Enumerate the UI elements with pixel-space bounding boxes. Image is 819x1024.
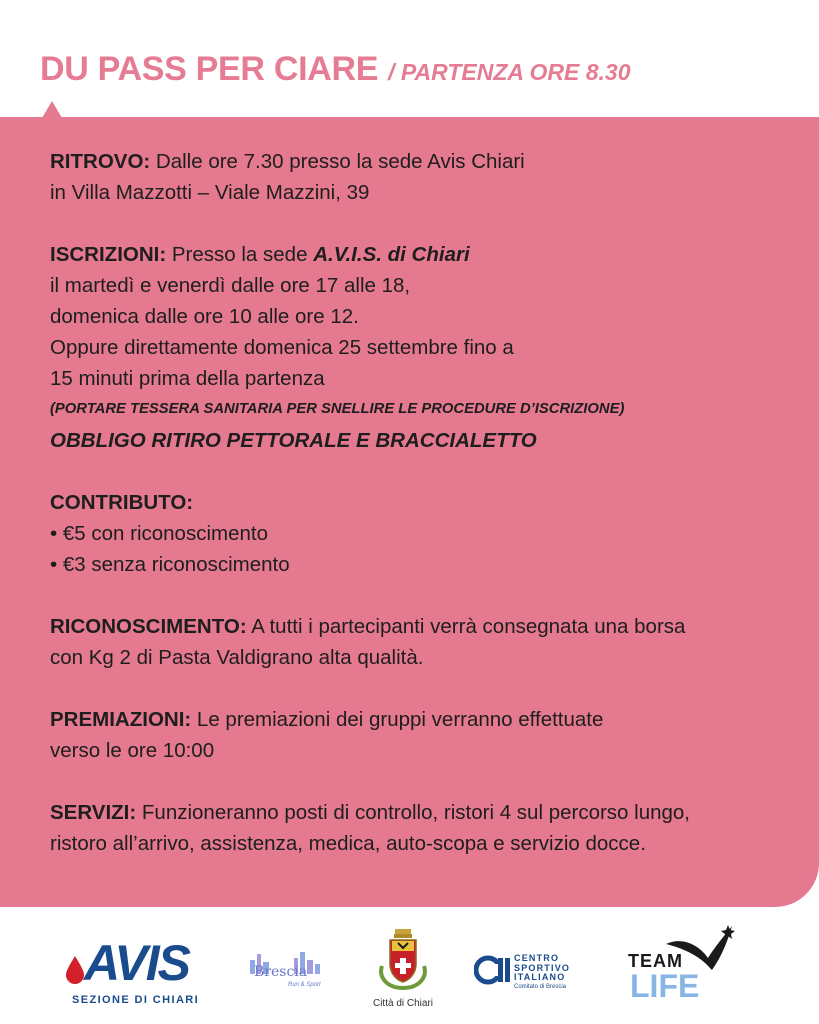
coat-of-arms-icon bbox=[368, 926, 438, 992]
csi-subtitle: Comitato di Brescia bbox=[514, 984, 567, 990]
life-wordmark: LIFE bbox=[630, 968, 700, 1004]
blood-drop-icon bbox=[64, 954, 86, 984]
citta-di-chiari-label: Città di Chiari bbox=[372, 998, 434, 1009]
spacer bbox=[50, 208, 810, 239]
riconoscimento-text: A tutti i partecipanti verrà consegnata una borsa bbox=[251, 615, 686, 638]
brescia-logo bbox=[244, 950, 334, 990]
brescia-tagline: Run & Sport bbox=[288, 982, 321, 988]
iscrizioni-line-4: Oppure direttamente domenica 25 settembre fino a bbox=[50, 336, 514, 359]
spacer bbox=[50, 580, 810, 611]
servizi-label: SERVIZI: bbox=[50, 801, 137, 824]
brescia-wordmark: Brescia bbox=[254, 964, 308, 980]
csi-name bbox=[514, 954, 570, 983]
premiazioni-text: Le premiazioni dei gruppi verranno effettuate bbox=[196, 708, 604, 731]
panel-pointer bbox=[42, 101, 62, 118]
contributo-item: • €3 senza riconoscimento bbox=[50, 553, 290, 576]
premiazioni-line-2: verso le ore 10:00 bbox=[50, 739, 215, 762]
ritrovo-text: Dalle ore 7.30 presso la sede Avis Chiari bbox=[155, 150, 525, 173]
premiazioni-label: PREMIAZIONI: bbox=[50, 708, 192, 731]
team-wordmark: TEAM bbox=[628, 951, 683, 971]
avis-place: A.V.I.S. di Chiari bbox=[313, 243, 470, 266]
iscrizioni-line-3: domenica dalle ore 10 alle ore 12. bbox=[50, 305, 359, 328]
iscrizioni-note: (PORTARE TESSERA SANITARIA PER SNELLIRE LE PROCEDURE D’ISCRIZIONE) bbox=[50, 401, 625, 417]
spacer bbox=[50, 766, 810, 797]
contributo-label: CONTRIBUTO: bbox=[50, 491, 194, 514]
iscrizioni-line-1 bbox=[50, 239, 810, 270]
avis-wordmark: AVIS bbox=[84, 935, 189, 991]
page-title bbox=[40, 50, 631, 89]
iscrizioni-text: Presso la sede bbox=[171, 243, 308, 266]
event-title: DU PASS PER CIARE bbox=[40, 50, 379, 88]
chiari-logo bbox=[368, 926, 438, 1014]
start-time-subtitle: / PARTENZA ORE 8.30 bbox=[388, 59, 631, 85]
iscrizioni-obligation: OBBLIGO RITIRO PETTORALE E BRACCIALETTO bbox=[50, 429, 537, 452]
sponsor-logos bbox=[0, 918, 819, 1024]
csi-emblem-icon bbox=[474, 954, 512, 986]
riconoscimento-line-1 bbox=[50, 611, 810, 642]
servizi-line-2: ristoro all’arrivo, assistenza, medica, auto-scopa e servizio docce. bbox=[50, 832, 646, 855]
contributo-heading bbox=[50, 487, 810, 518]
premiazioni-line-1 bbox=[50, 704, 810, 735]
ritrovo-line-2: in Villa Mazzotti – Viale Mazzini, 39 bbox=[50, 181, 370, 204]
ritrovo-line-1 bbox=[50, 146, 810, 177]
ritrovo-label: RITROVO: bbox=[50, 150, 151, 173]
csi-line: ITALIANO bbox=[514, 972, 566, 982]
spacer bbox=[50, 673, 810, 704]
servizi-text: Funzioneranno posti di controllo, ristori 4 sul percorso lungo, bbox=[141, 801, 691, 824]
avis-subtitle: SEZIONE DI CHIARI bbox=[72, 994, 200, 1006]
info-content bbox=[50, 146, 810, 859]
csi-logo bbox=[474, 954, 574, 994]
iscrizioni-line-5: 15 minuti prima della partenza bbox=[50, 367, 325, 390]
iscrizioni-label: ISCRIZIONI: bbox=[50, 243, 167, 266]
avis-logo bbox=[68, 935, 208, 1010]
servizi-line-1 bbox=[50, 797, 810, 828]
csi-line: SPORTIVO bbox=[514, 962, 571, 973]
csi-line: CENTRO bbox=[514, 953, 560, 963]
contributo-item: • €5 con riconoscimento bbox=[50, 522, 268, 545]
iscrizioni-line-2: il martedì e venerdì dalle ore 17 alle 18, bbox=[50, 274, 411, 297]
riconoscimento-label: RICONOSCIMENTO: bbox=[50, 615, 247, 638]
riconoscimento-line-2: con Kg 2 di Pasta Valdigrano alta qualità. bbox=[50, 646, 424, 669]
spacer bbox=[50, 456, 810, 487]
teamlife-logo bbox=[628, 922, 738, 1002]
